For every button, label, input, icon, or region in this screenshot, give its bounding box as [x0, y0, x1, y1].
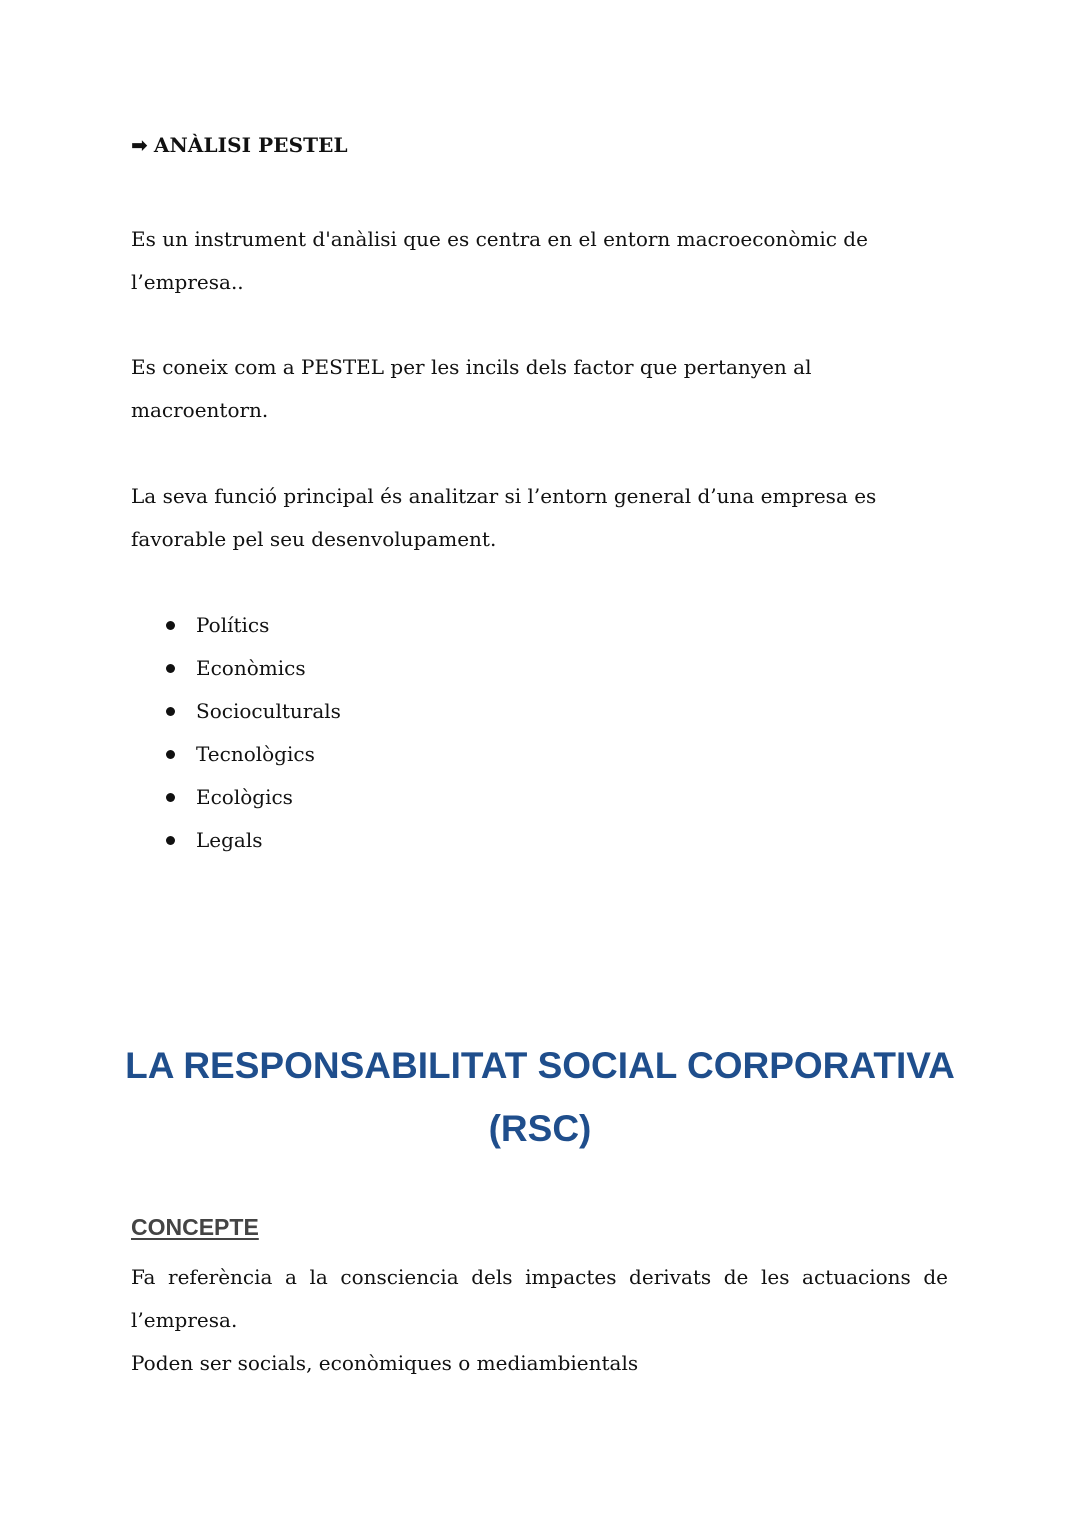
rsc-title	[100, 1034, 980, 1160]
pestel-paragraph-definition: Es un instrument d'anàlisi que es centra en el entorn macroeconòmic de l’empresa..	[131, 227, 868, 294]
list-item	[131, 604, 341, 647]
list-item	[131, 819, 341, 862]
bullet-icon	[166, 664, 175, 673]
factor-label: Ecològics	[196, 785, 293, 809]
pestel-heading	[131, 130, 348, 160]
bullet-icon	[166, 621, 175, 630]
factor-label: Socioculturals	[196, 699, 341, 723]
factor-label: Tecnològics	[196, 742, 315, 766]
bullet-icon	[166, 836, 175, 845]
pestel-factor-list	[131, 604, 341, 862]
factor-label: Econòmics	[196, 656, 306, 680]
concept-body	[131, 1256, 948, 1385]
rsc-title-line2: (RSC)	[488, 1108, 592, 1149]
rsc-title-line1: LA RESPONSABILITAT SOCIAL CORPORATIVA	[125, 1045, 955, 1086]
bullet-icon	[166, 793, 175, 802]
concept-text-2: Poden ser socials, econòmiques o mediambientals	[131, 1351, 639, 1375]
arrow-right-icon: ➡	[131, 133, 148, 157]
pestel-paragraph-function: La seva funció principal és analitzar si l’entorn general d’una empresa es favorable pel seu desenvolupament.	[131, 484, 877, 551]
factor-label: Legals	[196, 828, 263, 852]
list-item	[131, 690, 341, 733]
list-item	[131, 733, 341, 776]
list-item	[131, 776, 341, 819]
pestel-heading-text: ANÀLISI PESTEL	[153, 133, 348, 157]
bullet-icon	[166, 707, 175, 716]
bullet-icon	[166, 750, 175, 759]
factor-label: Polítics	[196, 613, 270, 637]
list-item	[131, 647, 341, 690]
pestel-paragraph-name: Es coneix com a PESTEL per les incils dels factor que pertanyen al macroentorn.	[131, 355, 812, 422]
concept-text: Fa referència a la consciencia dels impactes derivats de les actuacions de l’empresa.	[131, 1265, 948, 1332]
concept-heading: CONCEPTE	[131, 1214, 259, 1240]
